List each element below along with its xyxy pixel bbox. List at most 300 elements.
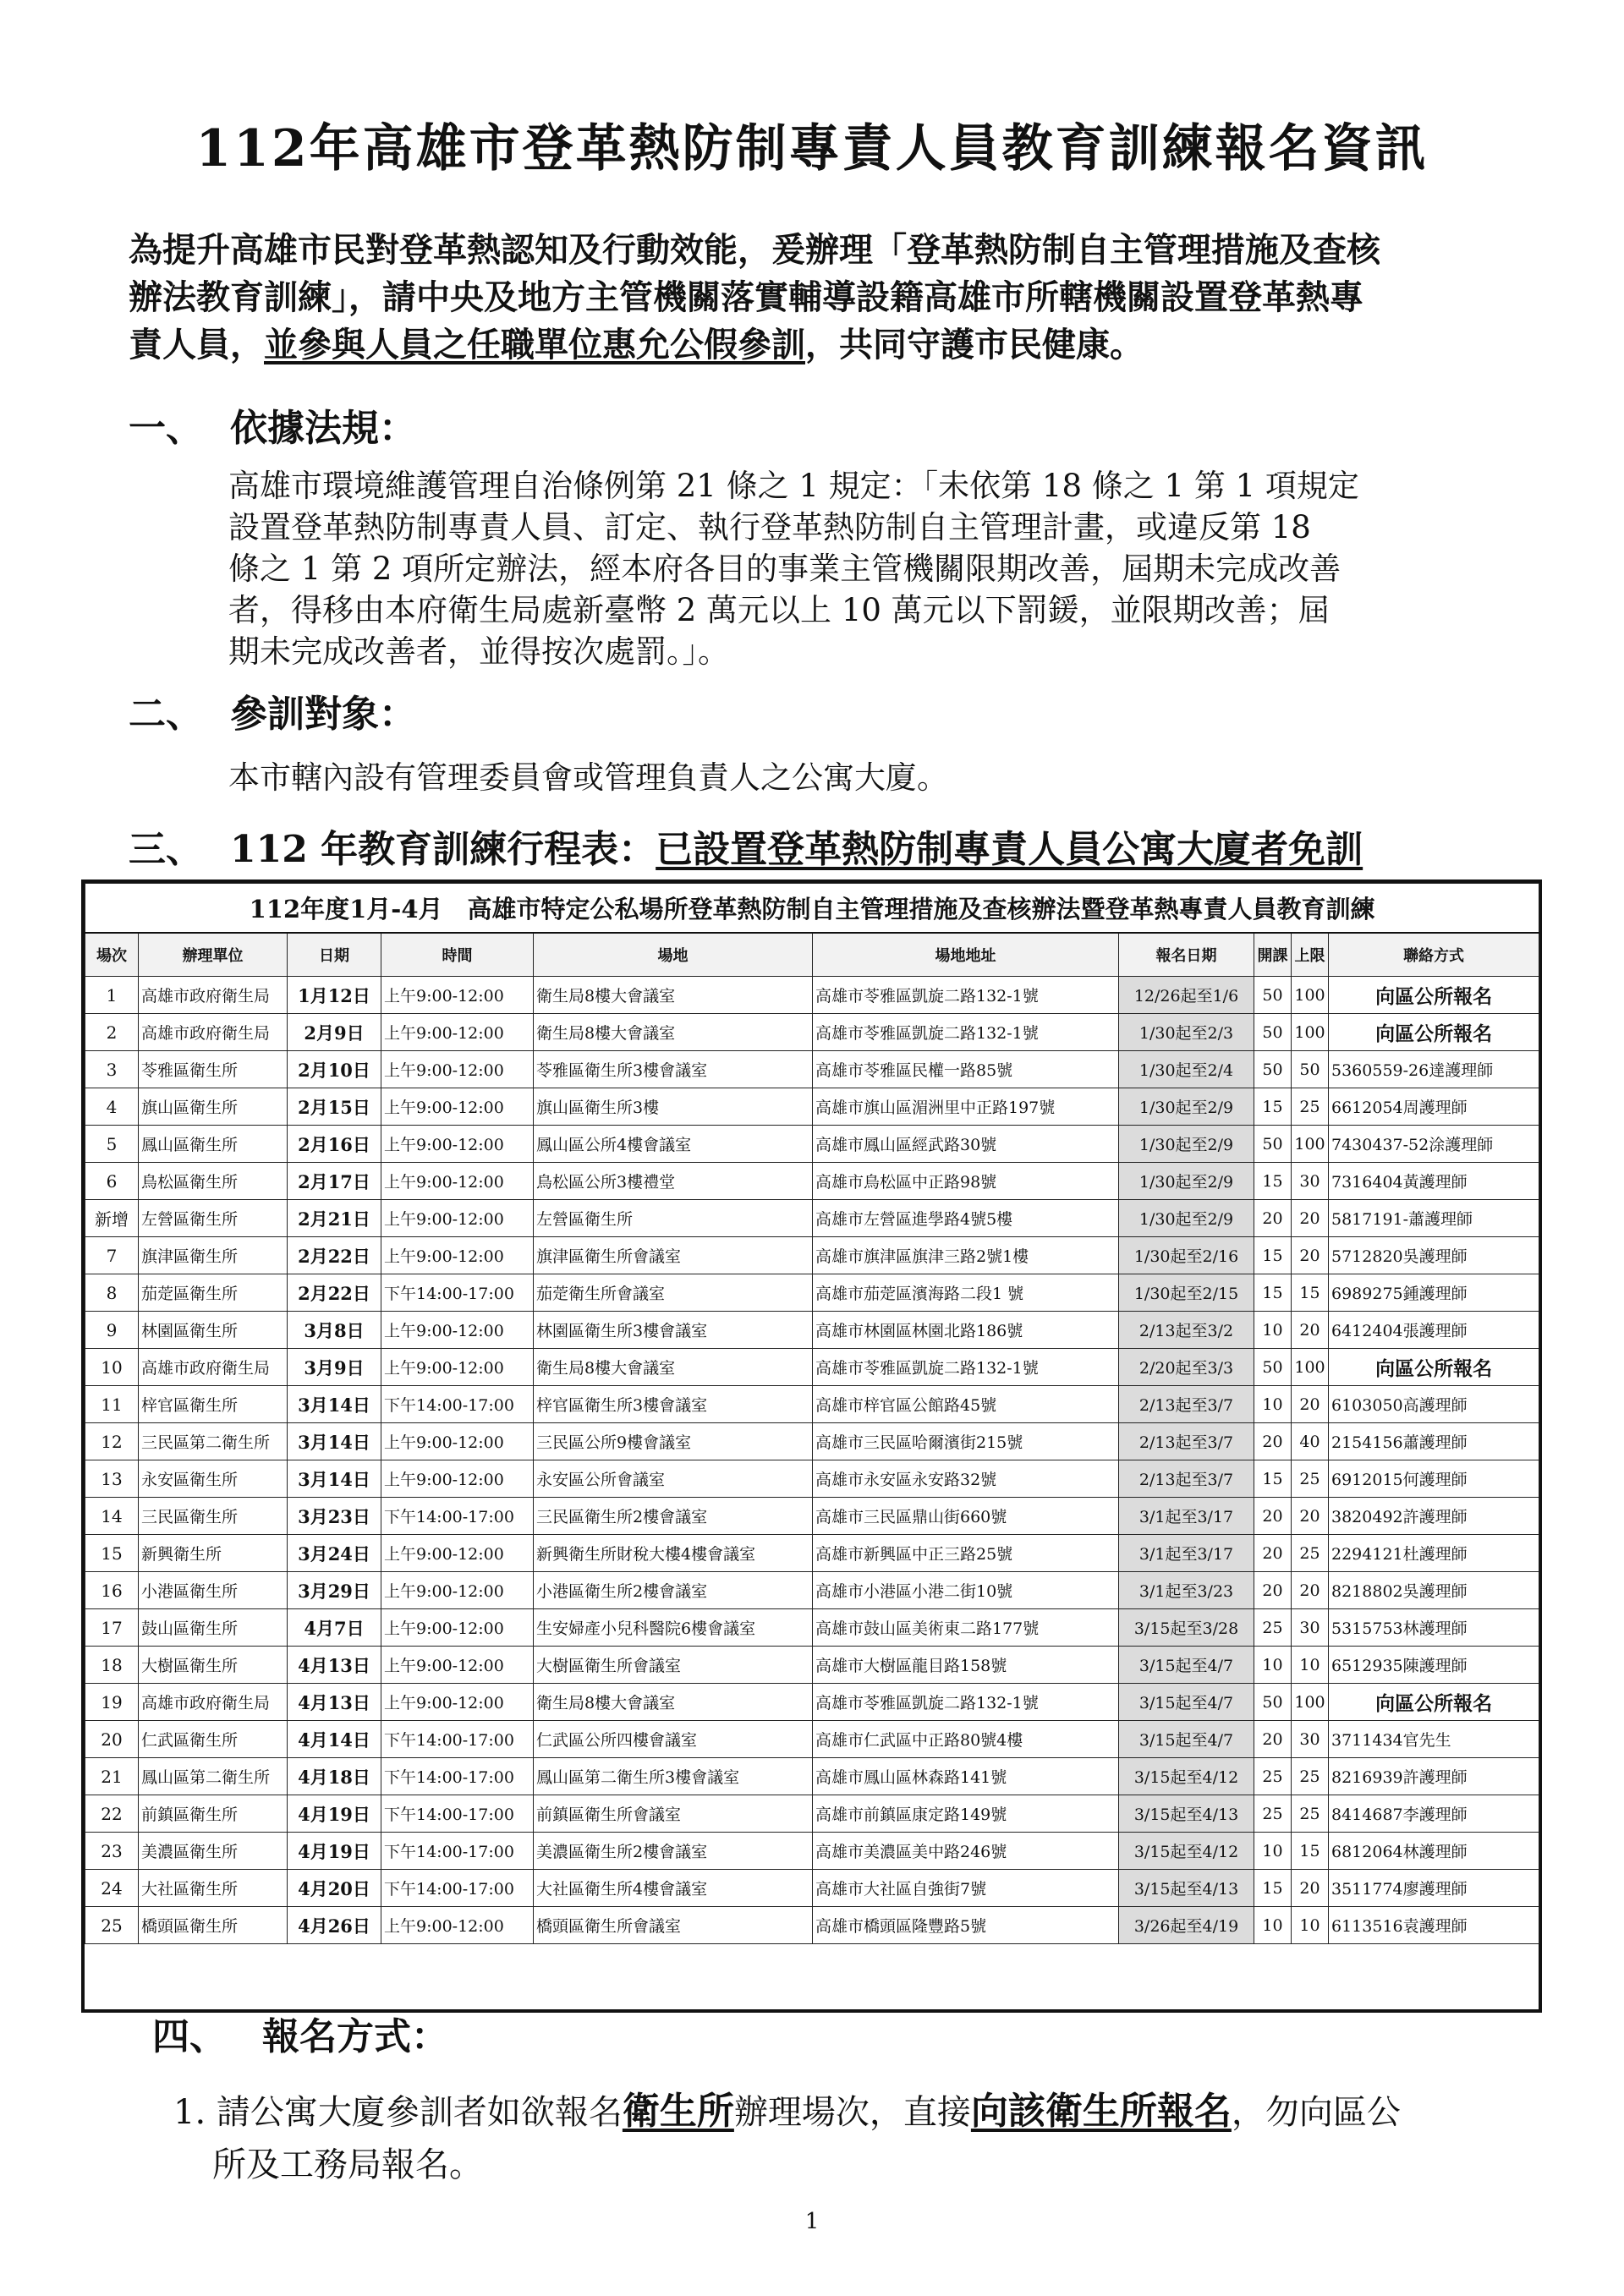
table-row (85, 1386, 1539, 1423)
cell-venue: 旗津區衛生所會議室 (534, 1237, 813, 1274)
cell-date: 3月14日 (288, 1386, 381, 1423)
cell-registration-date: 1/30起至2/15 (1119, 1274, 1254, 1312)
cell-session: 13 (85, 1460, 139, 1498)
schedule-table (85, 883, 1539, 1944)
cell-time: 上午9:00-12:00 (381, 1126, 534, 1163)
cell-contact: 8216939許護理師 (1329, 1758, 1539, 1795)
cell-organizer: 鳳山區第二衛生所 (139, 1758, 288, 1795)
cell-time: 上午9:00-12:00 (381, 1200, 534, 1237)
cell-min-capacity: 25 (1254, 1795, 1292, 1833)
cell-max-capacity: 100 (1292, 1349, 1329, 1386)
cell-address: 高雄市永安區永安路32號 (813, 1460, 1119, 1498)
cell-max-capacity: 30 (1292, 1163, 1329, 1200)
cell-date: 3月8日 (288, 1312, 381, 1349)
registration-instruction (173, 2085, 1527, 2191)
cell-contact: 7430437-52涂護理師 (1329, 1126, 1539, 1163)
table-row (85, 1833, 1539, 1870)
cell-venue: 鳥松區公所3樓禮堂 (534, 1163, 813, 1200)
cell-registration-date: 3/15起至3/28 (1119, 1609, 1254, 1647)
cell-organizer: 小港區衛生所 (139, 1572, 288, 1609)
section-2-body (228, 757, 1510, 798)
cell-max-capacity: 100 (1292, 1126, 1329, 1163)
cell-time: 上午9:00-12:00 (381, 1423, 534, 1460)
table-row (85, 1572, 1539, 1609)
cell-registration-date: 3/1起至3/17 (1119, 1535, 1254, 1572)
cell-time: 下午14:00-17:00 (381, 1721, 534, 1758)
section-1-heading (129, 397, 416, 452)
cell-min-capacity: 10 (1254, 1833, 1292, 1870)
cell-organizer: 美濃區衛生所 (139, 1833, 288, 1870)
table-row (85, 1274, 1539, 1312)
section-2-number: 二、 (129, 693, 203, 736)
header-organizer: 辦理單位 (139, 933, 288, 977)
cell-contact: 8218802吳護理師 (1329, 1572, 1539, 1609)
cell-venue: 大樹區衛生所會議室 (534, 1647, 813, 1684)
cell-address: 高雄市前鎮區康定路149號 (813, 1795, 1119, 1833)
cell-time: 上午9:00-12:00 (381, 1312, 534, 1349)
cell-address: 高雄市梓官區公館路45號 (813, 1386, 1119, 1423)
cell-venue: 前鎮區衛生所會議室 (534, 1795, 813, 1833)
cell-organizer: 梓官區衛生所 (139, 1386, 288, 1423)
table-row (85, 1609, 1539, 1647)
cell-address: 高雄市苓雅區凱旋二路132-1號 (813, 1349, 1119, 1386)
cell-registration-date: 3/15起至4/7 (1119, 1721, 1254, 1758)
cell-address: 高雄市鳥松區中正路98號 (813, 1163, 1119, 1200)
cell-address: 高雄市茄萣區濱海路二段1 號 (813, 1274, 1119, 1312)
cell-address: 高雄市鼓山區美術東二路177號 (813, 1609, 1119, 1647)
cell-min-capacity: 15 (1254, 1088, 1292, 1126)
cell-min-capacity: 25 (1254, 1758, 1292, 1795)
header-registration-date: 報名日期 (1119, 933, 1254, 977)
cell-min-capacity: 50 (1254, 1684, 1292, 1721)
cell-organizer: 高雄市政府衛生局 (139, 977, 288, 1014)
cell-date: 4月13日 (288, 1684, 381, 1721)
cell-date: 2月9日 (288, 1014, 381, 1051)
cell-venue: 苓雅區衛生所3樓會議室 (534, 1051, 813, 1088)
cell-date: 2月17日 (288, 1163, 381, 1200)
header-venue: 場地 (534, 933, 813, 977)
cell-venue: 美濃區衛生所2樓會議室 (534, 1833, 813, 1870)
cell-registration-date: 3/26起至4/19 (1119, 1907, 1254, 1944)
section-4-title: 報名方式： (262, 2015, 448, 2058)
cell-time: 上午9:00-12:00 (381, 1647, 534, 1684)
cell-registration-date: 3/15起至4/12 (1119, 1758, 1254, 1795)
cell-session: 9 (85, 1312, 139, 1349)
section-2-heading (129, 683, 416, 737)
cell-registration-date: 1/30起至2/3 (1119, 1014, 1254, 1051)
cell-organizer: 高雄市政府衛生局 (139, 1014, 288, 1051)
cell-venue: 三民區衛生所2樓會議室 (534, 1498, 813, 1535)
cell-time: 上午9:00-12:00 (381, 1572, 534, 1609)
cell-date: 4月19日 (288, 1833, 381, 1870)
table-row (85, 1758, 1539, 1795)
cell-session: 25 (85, 1907, 139, 1944)
cell-address: 高雄市旗津區旗津三路2號1樓 (813, 1237, 1119, 1274)
table-row (85, 1163, 1539, 1200)
cell-registration-date: 2/13起至3/7 (1119, 1460, 1254, 1498)
cell-min-capacity: 15 (1254, 1163, 1292, 1200)
cell-contact: 6812064林護理師 (1329, 1833, 1539, 1870)
cell-max-capacity: 30 (1292, 1609, 1329, 1647)
cell-venue: 衛生局8樓大會議室 (534, 1014, 813, 1051)
cell-date: 4月26日 (288, 1907, 381, 1944)
cell-min-capacity: 20 (1254, 1535, 1292, 1572)
cell-session: 5 (85, 1126, 139, 1163)
cell-min-capacity: 15 (1254, 1870, 1292, 1907)
cell-registration-date: 1/30起至2/9 (1119, 1126, 1254, 1163)
cell-venue: 梓官區衛生所3樓會議室 (534, 1386, 813, 1423)
cell-session: 21 (85, 1758, 139, 1795)
cell-min-capacity: 10 (1254, 1907, 1292, 1944)
cell-organizer: 鳥松區衛生所 (139, 1163, 288, 1200)
cell-registration-date: 3/1起至3/23 (1119, 1572, 1254, 1609)
cell-organizer: 茄萣區衛生所 (139, 1274, 288, 1312)
cell-registration-date: 1/30起至2/9 (1119, 1088, 1254, 1126)
cell-max-capacity: 20 (1292, 1870, 1329, 1907)
section-4-number: 四、 (152, 2015, 227, 2058)
cell-max-capacity: 40 (1292, 1423, 1329, 1460)
cell-session: 6 (85, 1163, 139, 1200)
table-row (85, 1126, 1539, 1163)
table-caption: 112年度1月-4月 高雄市特定公私場所登革熱防制自主管理措施及查核辦法暨登革熱專責人員教育訓練 (85, 884, 1539, 934)
cell-session: 10 (85, 1349, 139, 1386)
cell-min-capacity: 20 (1254, 1721, 1292, 1758)
cell-time: 上午9:00-12:00 (381, 1237, 534, 1274)
section-1-line: 高雄市環境維護管理自治條例第 21 條之 1 規定：「未依第 18 條之 1 第 1 項規定 (228, 468, 1359, 504)
cell-registration-date: 1/30起至2/4 (1119, 1051, 1254, 1088)
cell-venue: 鳳山區第二衛生所3樓會議室 (534, 1758, 813, 1795)
cell-session: 8 (85, 1274, 139, 1312)
cell-contact: 向區公所報名 (1329, 1684, 1539, 1721)
cell-time: 上午9:00-12:00 (381, 1907, 534, 1944)
cell-session: 新增 (85, 1200, 139, 1237)
cell-contact: 5817191-蕭護理師 (1329, 1200, 1539, 1237)
cell-time: 下午14:00-17:00 (381, 1386, 534, 1423)
cell-registration-date: 3/15起至4/12 (1119, 1833, 1254, 1870)
document-title: 112年高雄市登革熱防制專責人員教育訓練報名資訊 (195, 119, 1429, 178)
cell-date: 3月24日 (288, 1535, 381, 1572)
cell-contact: 3711434官先生 (1329, 1721, 1539, 1758)
cell-time: 下午14:00-17:00 (381, 1795, 534, 1833)
table-row (85, 1349, 1539, 1386)
cell-contact: 3820492許護理師 (1329, 1498, 1539, 1535)
cell-min-capacity: 20 (1254, 1423, 1292, 1460)
header-min-capacity: 開課 (1254, 933, 1292, 977)
instruction-text-c: ，勿向區公 (1231, 2093, 1401, 2132)
cell-time: 下午14:00-17:00 (381, 1498, 534, 1535)
instruction-text-b: 辦理場次，直接 (733, 2093, 971, 2132)
cell-contact: 2294121杜護理師 (1329, 1535, 1539, 1572)
cell-date: 4月20日 (288, 1870, 381, 1907)
instruction-emphasis-register-there: 向該衛生所報名 (970, 2090, 1232, 2133)
cell-address: 高雄市美濃區美中路246號 (813, 1833, 1119, 1870)
table-row (85, 1907, 1539, 1944)
cell-date: 2月22日 (288, 1274, 381, 1312)
cell-date: 2月16日 (288, 1126, 381, 1163)
cell-max-capacity: 20 (1292, 1386, 1329, 1423)
cell-max-capacity: 10 (1292, 1907, 1329, 1944)
cell-date: 2月22日 (288, 1237, 381, 1274)
cell-registration-date: 2/13起至3/7 (1119, 1386, 1254, 1423)
cell-venue: 林園區衛生所3樓會議室 (534, 1312, 813, 1349)
cell-time: 上午9:00-12:00 (381, 1535, 534, 1572)
cell-date: 3月14日 (288, 1460, 381, 1498)
cell-registration-date: 3/1起至3/17 (1119, 1498, 1254, 1535)
cell-session: 22 (85, 1795, 139, 1833)
cell-min-capacity: 25 (1254, 1609, 1292, 1647)
cell-venue: 生安婦產小兒科醫院6樓會議室 (534, 1609, 813, 1647)
cell-registration-date: 2/13起至3/7 (1119, 1423, 1254, 1460)
cell-venue: 三民區公所9樓會議室 (534, 1423, 813, 1460)
cell-date: 3月29日 (288, 1572, 381, 1609)
cell-contact: 向區公所報名 (1329, 1014, 1539, 1051)
cell-max-capacity: 100 (1292, 977, 1329, 1014)
cell-contact: 2154156蕭護理師 (1329, 1423, 1539, 1460)
cell-contact: 6989275鍾護理師 (1329, 1274, 1539, 1312)
table-row (85, 1460, 1539, 1498)
cell-address: 高雄市仁武區中正路80號4樓 (813, 1721, 1119, 1758)
cell-registration-date: 2/13起至3/2 (1119, 1312, 1254, 1349)
table-row (85, 1684, 1539, 1721)
cell-date: 2月10日 (288, 1051, 381, 1088)
cell-venue: 衛生局8樓大會議室 (534, 1684, 813, 1721)
cell-contact: 7316404黃護理師 (1329, 1163, 1539, 1200)
cell-date: 3月9日 (288, 1349, 381, 1386)
table-row (85, 1051, 1539, 1088)
cell-address: 高雄市三民區哈爾濱街215號 (813, 1423, 1119, 1460)
cell-max-capacity: 25 (1292, 1758, 1329, 1795)
cell-address: 高雄市橋頭區隆豐路5號 (813, 1907, 1119, 1944)
table-row (85, 977, 1539, 1014)
cell-registration-date: 1/30起至2/9 (1119, 1163, 1254, 1200)
cell-session: 16 (85, 1572, 139, 1609)
cell-time: 上午9:00-12:00 (381, 1684, 534, 1721)
header-time: 時間 (381, 933, 534, 977)
cell-time: 上午9:00-12:00 (381, 1163, 534, 1200)
cell-address: 高雄市大樹區龍目路158號 (813, 1647, 1119, 1684)
cell-time: 上午9:00-12:00 (381, 977, 534, 1014)
section-1-line: 條之 1 第 2 項所定辦法，經本府各目的事業主管機關限期改善，屆期未完成改善 (228, 551, 1341, 587)
table-row (85, 1647, 1539, 1684)
cell-time: 上午9:00-12:00 (381, 1349, 534, 1386)
cell-max-capacity: 25 (1292, 1535, 1329, 1572)
cell-venue: 衛生局8樓大會議室 (534, 977, 813, 1014)
cell-venue: 衛生局8樓大會議室 (534, 1349, 813, 1386)
section-3-exemption-note: 已設置登革熱防制專責人員公寓大廈者免訓 (656, 828, 1363, 871)
cell-session: 17 (85, 1609, 139, 1647)
cell-address: 高雄市新興區中正三路25號 (813, 1535, 1119, 1572)
cell-venue: 橋頭區衛生所會議室 (534, 1907, 813, 1944)
cell-min-capacity: 15 (1254, 1460, 1292, 1498)
section-2-title: 參訓對象： (230, 693, 416, 736)
cell-time: 上午9:00-12:00 (381, 1609, 534, 1647)
cell-max-capacity: 100 (1292, 1014, 1329, 1051)
cell-organizer: 三民區衛生所 (139, 1498, 288, 1535)
cell-session: 14 (85, 1498, 139, 1535)
cell-date: 4月19日 (288, 1795, 381, 1833)
cell-date: 3月23日 (288, 1498, 381, 1535)
cell-date: 1月12日 (288, 977, 381, 1014)
header-date: 日期 (288, 933, 381, 977)
cell-time: 下午14:00-17:00 (381, 1758, 534, 1795)
intro-line-3 (129, 321, 1516, 369)
cell-max-capacity: 50 (1292, 1051, 1329, 1088)
cell-contact: 6512935陳護理師 (1329, 1647, 1539, 1684)
cell-time: 下午14:00-17:00 (381, 1833, 534, 1870)
cell-registration-date: 1/30起至2/9 (1119, 1200, 1254, 1237)
cell-contact: 3511774廖護理師 (1329, 1870, 1539, 1907)
section-1-line: 者，得移由本府衛生局處新臺幣 2 萬元以上 10 萬元以下罰鍰，並限期改善；屆 (228, 592, 1330, 628)
cell-organizer: 仁武區衛生所 (139, 1721, 288, 1758)
cell-session: 11 (85, 1386, 139, 1423)
schedule-table-frame (81, 879, 1542, 2013)
instruction-emphasis-health-center: 衛生所 (622, 2090, 734, 2133)
cell-min-capacity: 20 (1254, 1200, 1292, 1237)
cell-session: 7 (85, 1237, 139, 1274)
cell-max-capacity: 20 (1292, 1200, 1329, 1237)
table-row (85, 1200, 1539, 1237)
cell-time: 上午9:00-12:00 (381, 1088, 534, 1126)
cell-min-capacity: 15 (1254, 1274, 1292, 1312)
cell-organizer: 左營區衛生所 (139, 1200, 288, 1237)
table-row (85, 1014, 1539, 1051)
cell-min-capacity: 10 (1254, 1647, 1292, 1684)
cell-max-capacity: 20 (1292, 1572, 1329, 1609)
cell-max-capacity: 15 (1292, 1274, 1329, 1312)
section-1-line: 期未完成改善者，並得按次處罰。」。 (228, 633, 729, 670)
cell-contact: 向區公所報名 (1329, 977, 1539, 1014)
cell-organizer: 鳳山區衛生所 (139, 1126, 288, 1163)
section-3-title: 112 年教育訓練行程表： (230, 828, 656, 871)
cell-venue: 仁武區公所四樓會議室 (534, 1721, 813, 1758)
cell-max-capacity: 15 (1292, 1833, 1329, 1870)
cell-session: 18 (85, 1647, 139, 1684)
cell-contact: 5712820吳護理師 (1329, 1237, 1539, 1274)
cell-registration-date: 3/15起至4/7 (1119, 1684, 1254, 1721)
cell-venue: 旗山區衛生所3樓 (534, 1088, 813, 1126)
cell-min-capacity: 10 (1254, 1386, 1292, 1423)
cell-organizer: 鼓山區衛生所 (139, 1609, 288, 1647)
cell-address: 高雄市小港區小港二街10號 (813, 1572, 1119, 1609)
cell-date: 4月7日 (288, 1609, 381, 1647)
section-3-heading (129, 819, 1363, 873)
cell-address: 高雄市左營區進學路4號5樓 (813, 1200, 1119, 1237)
cell-time: 上午9:00-12:00 (381, 1460, 534, 1498)
cell-max-capacity: 20 (1292, 1237, 1329, 1274)
cell-min-capacity: 20 (1254, 1572, 1292, 1609)
cell-organizer: 高雄市政府衛生局 (139, 1349, 288, 1386)
table-row (85, 1237, 1539, 1274)
cell-organizer: 前鎮區衛生所 (139, 1795, 288, 1833)
cell-venue: 鳳山區公所4樓會議室 (534, 1126, 813, 1163)
cell-registration-date: 3/15起至4/13 (1119, 1795, 1254, 1833)
table-row (85, 1870, 1539, 1907)
table-row (85, 1088, 1539, 1126)
cell-max-capacity: 25 (1292, 1795, 1329, 1833)
table-header-row (85, 933, 1539, 977)
instruction-line-1 (173, 2085, 1527, 2139)
cell-max-capacity: 25 (1292, 1088, 1329, 1126)
cell-contact: 6103050高護理師 (1329, 1386, 1539, 1423)
intro-paragraph (129, 227, 1516, 369)
header-session: 場次 (85, 933, 139, 977)
cell-max-capacity: 10 (1292, 1647, 1329, 1684)
cell-address: 高雄市苓雅區凱旋二路132-1號 (813, 1014, 1119, 1051)
section-1-title: 依據法規： (230, 407, 416, 450)
cell-registration-date: 3/15起至4/13 (1119, 1870, 1254, 1907)
cell-organizer: 大樹區衛生所 (139, 1647, 288, 1684)
cell-address: 高雄市林園區林園北路186號 (813, 1312, 1119, 1349)
cell-registration-date: 1/30起至2/16 (1119, 1237, 1254, 1274)
cell-date: 4月18日 (288, 1758, 381, 1795)
cell-contact: 8414687李護理師 (1329, 1795, 1539, 1833)
header-address: 場地地址 (813, 933, 1119, 977)
cell-contact: 6412404張護理師 (1329, 1312, 1539, 1349)
cell-max-capacity: 100 (1292, 1684, 1329, 1721)
cell-address: 高雄市鳳山區經武路30號 (813, 1126, 1119, 1163)
cell-address: 高雄市苓雅區民權一路85號 (813, 1051, 1119, 1088)
cell-venue: 大社區衛生所4樓會議室 (534, 1870, 813, 1907)
intro-underlined-text: 並參與人員之任職單位惠允公假參訓 (264, 325, 805, 364)
cell-session: 3 (85, 1051, 139, 1088)
cell-contact: 6912015何護理師 (1329, 1460, 1539, 1498)
table-row (85, 1498, 1539, 1535)
table-row (85, 1535, 1539, 1572)
cell-time: 下午14:00-17:00 (381, 1274, 534, 1312)
cell-min-capacity: 50 (1254, 1126, 1292, 1163)
cell-address: 高雄市苓雅區凱旋二路132-1號 (813, 1684, 1119, 1721)
cell-organizer: 林園區衛生所 (139, 1312, 288, 1349)
cell-address: 高雄市鳳山區林森路141號 (813, 1758, 1119, 1795)
cell-session: 23 (85, 1833, 139, 1870)
table-row (85, 1423, 1539, 1460)
intro-line-3b: ，共同守護市民健康。 (805, 325, 1144, 364)
cell-contact: 6113516袁護理師 (1329, 1907, 1539, 1944)
table-caption-row (85, 884, 1539, 934)
header-contact: 聯絡方式 (1329, 933, 1539, 977)
cell-date: 3月14日 (288, 1423, 381, 1460)
cell-session: 1 (85, 977, 139, 1014)
cell-address: 高雄市大社區自強街7號 (813, 1870, 1119, 1907)
cell-min-capacity: 50 (1254, 1051, 1292, 1088)
intro-line-3a: 責人員， (129, 325, 264, 364)
cell-time: 上午9:00-12:00 (381, 1014, 534, 1051)
cell-session: 20 (85, 1721, 139, 1758)
header-max-capacity: 上限 (1292, 933, 1329, 977)
cell-contact: 6612054周護理師 (1329, 1088, 1539, 1126)
cell-max-capacity: 20 (1292, 1312, 1329, 1349)
cell-venue: 茄萣衛生所會議室 (534, 1274, 813, 1312)
cell-organizer: 旗津區衛生所 (139, 1237, 288, 1274)
instruction-number: 1. (173, 2093, 206, 2132)
table-row (85, 1721, 1539, 1758)
cell-session: 12 (85, 1423, 139, 1460)
cell-min-capacity: 50 (1254, 977, 1292, 1014)
cell-registration-date: 12/26起至1/6 (1119, 977, 1254, 1014)
cell-organizer: 大社區衛生所 (139, 1870, 288, 1907)
cell-organizer: 新興衛生所 (139, 1535, 288, 1572)
cell-date: 4月14日 (288, 1721, 381, 1758)
cell-max-capacity: 20 (1292, 1498, 1329, 1535)
cell-time: 上午9:00-12:00 (381, 1051, 534, 1088)
section-1-body (228, 465, 1510, 672)
cell-date: 4月13日 (288, 1647, 381, 1684)
cell-min-capacity: 50 (1254, 1014, 1292, 1051)
cell-address: 高雄市旗山區湄洲里中正路197號 (813, 1088, 1119, 1126)
cell-min-capacity: 15 (1254, 1237, 1292, 1274)
cell-session: 19 (85, 1684, 139, 1721)
cell-organizer: 旗山區衛生所 (139, 1088, 288, 1126)
